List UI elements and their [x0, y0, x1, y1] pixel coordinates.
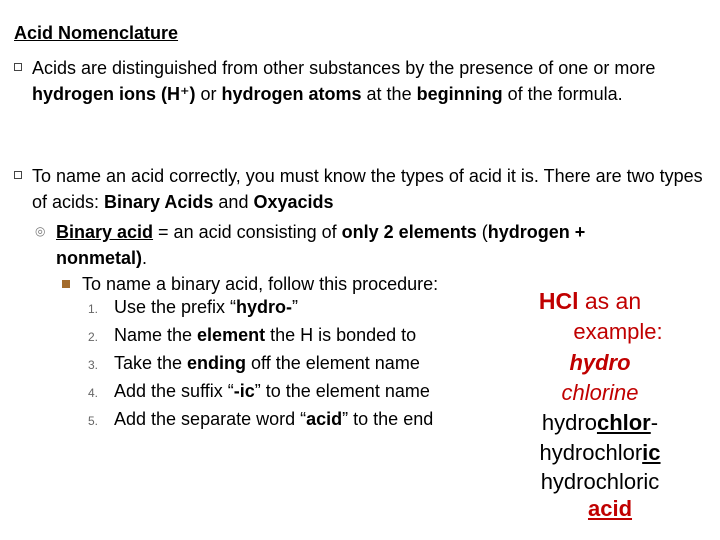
text-run: Acids are distinguished from other substances by the presence of one or more — [32, 58, 656, 78]
text-run: beginning — [416, 84, 503, 104]
text-run: only 2 elements — [341, 222, 477, 242]
list-item — [88, 405, 433, 433]
text-run: -ic — [233, 381, 255, 401]
text-run: Take the — [114, 353, 188, 373]
text-run: hydrochlor — [539, 440, 643, 465]
text-run: acid — [306, 409, 343, 429]
text-run: hydrogen ions (H⁺) — [32, 84, 196, 104]
text-run: Name the — [114, 325, 198, 345]
step-number: 2. — [88, 330, 99, 344]
text-run: Binary acid — [56, 222, 154, 242]
sub-bullet-text — [56, 219, 675, 271]
filled-square-bullet-icon — [62, 280, 70, 288]
text-run: and — [213, 192, 254, 212]
procedure-steps-list — [88, 293, 433, 433]
list-item — [88, 377, 433, 405]
text-run: - — [650, 410, 659, 435]
text-run: hydrogen + nonmetal) — [56, 222, 586, 268]
bullet-acids-definition — [14, 55, 704, 107]
hollow-square-bullet-icon — [14, 63, 22, 71]
text-run: ” to the element name — [254, 381, 430, 401]
text-run: Use the prefix “ — [114, 297, 237, 317]
text-run: hydrogen atoms — [221, 84, 362, 104]
procedure-intro-text: To name a binary acid, follow this procedure: — [82, 274, 439, 294]
text-run: of the formula. — [502, 84, 623, 104]
bullet-naming-acids — [14, 163, 704, 215]
text-run: hydro- — [236, 297, 293, 317]
text-run: ” — [292, 297, 299, 317]
text-run: ” to the end — [342, 409, 434, 429]
text-run: Add the separate word “ — [114, 409, 307, 429]
text-run: ic — [642, 440, 661, 465]
step-number: 5. — [88, 414, 99, 428]
text-run: HCl — [538, 288, 579, 314]
bullet-text — [32, 55, 704, 107]
step-number: 3. — [88, 358, 99, 372]
step-number: 1. — [88, 302, 99, 316]
text-run: off the element name — [246, 353, 420, 373]
text-run: Oxyacids — [253, 192, 334, 212]
text-run: element — [197, 325, 266, 345]
text-run: = an acid consisting of — [153, 222, 342, 242]
list-item — [88, 293, 433, 321]
example-line-hydrochloric — [500, 437, 700, 468]
text-run: . — [142, 248, 148, 268]
text-run: ( — [476, 222, 488, 242]
text-run: acid — [587, 496, 633, 521]
text-run: To name an acid correctly, you must know the types of acid it is. There are two types of acids: — [32, 166, 703, 212]
example-line-hydro: hydro — [569, 350, 631, 375]
example-line-chlorine: chlorine — [561, 380, 639, 405]
text-run: hydro — [541, 410, 597, 435]
example-line-hcl — [490, 286, 690, 317]
list-item — [88, 321, 433, 349]
example-line-hydrochloric-acid-2 — [510, 493, 710, 524]
example-line-hydrochloric-acid-1: hydrochloric — [540, 469, 660, 494]
text-run: at the — [361, 84, 417, 104]
step-number: 4. — [88, 386, 99, 400]
hollow-square-bullet-icon — [14, 171, 22, 179]
slide-title: Acid Nomenclature — [14, 23, 179, 43]
sub-bullet-binary-acid — [35, 219, 675, 271]
text-run: Add the suffix “ — [114, 381, 234, 401]
example-line-hydrochlor — [500, 407, 700, 438]
text-run: or — [195, 84, 222, 104]
example-line-label: example: — [573, 319, 663, 344]
text-run: chlor — [596, 410, 651, 435]
text-run: the H is bonded to — [265, 325, 417, 345]
target-bullet-icon: ◎ — [35, 224, 46, 238]
text-run: Binary Acids — [104, 192, 214, 212]
text-run: as an — [578, 288, 642, 314]
list-item — [88, 349, 433, 377]
text-run: ending — [187, 353, 247, 373]
bullet-text — [32, 163, 704, 215]
